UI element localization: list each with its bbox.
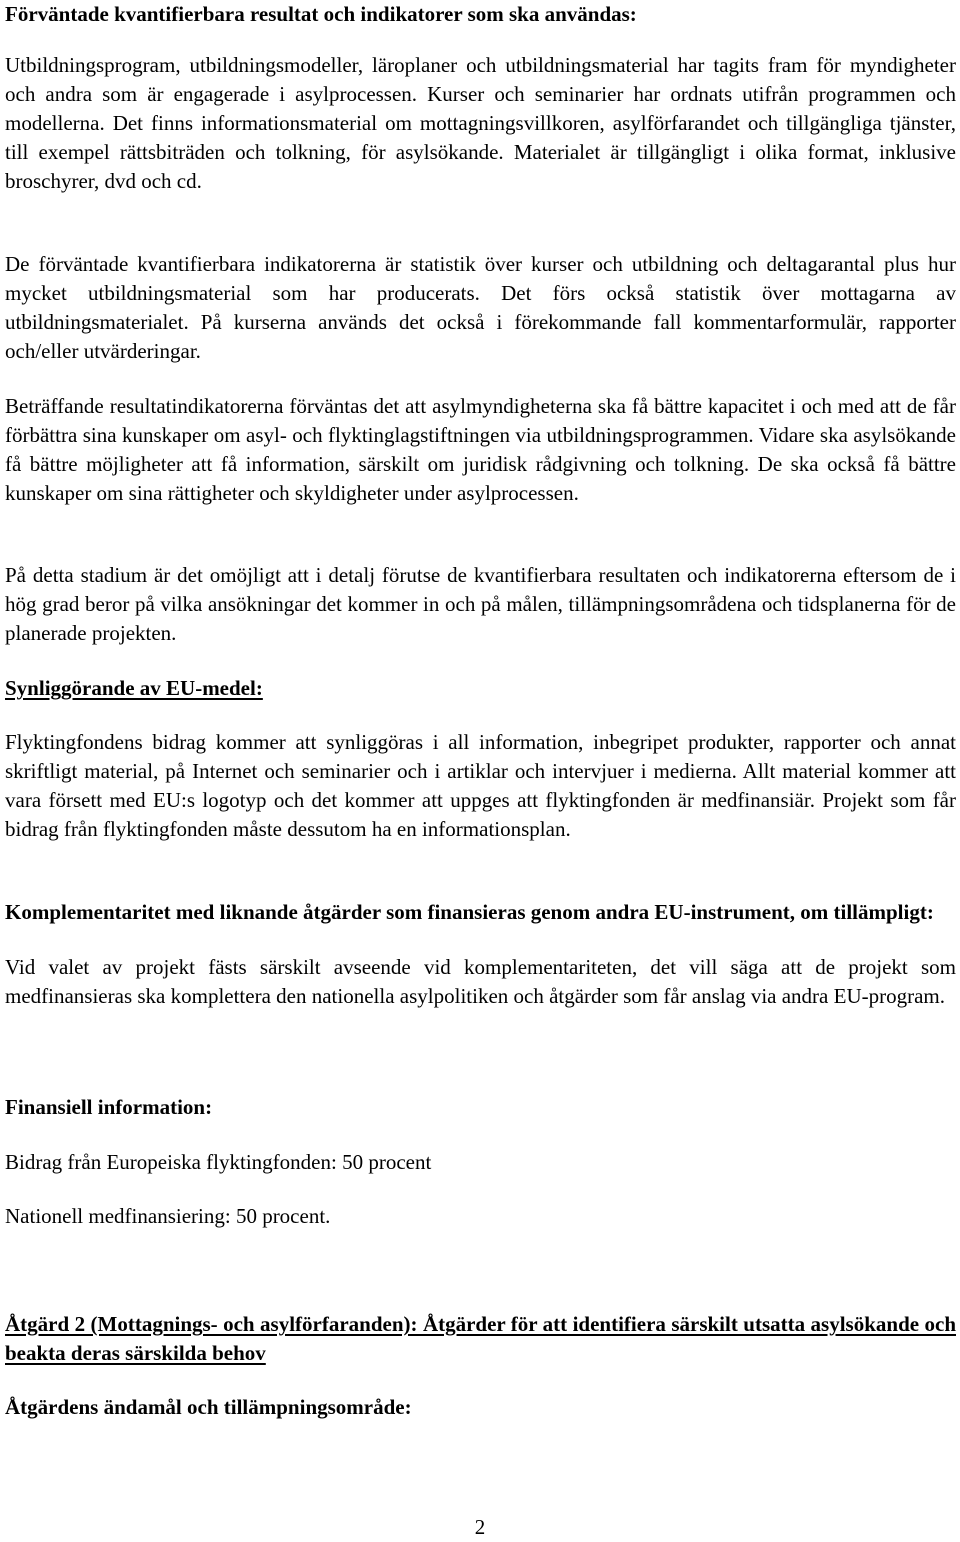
paragraph-eu-visibility: Flyktingfondens bidrag kommer att synliggöras i all information, inbegripet produkter, rapporter och annat skriftligt material, på Internet och seminarier och i artiklar och intervjuer i medierna. Allt material kommer att vara försett med EU:s logotyp och det kommer att uppges att flyktingfonden är medfinansiär. Projekt som får bidrag från flyktingfonden måste dessutom ha en informationsplan. (5, 730, 956, 841)
paragraph-quantifiable-indicators: De förväntade kvantifierbara indikatorerna är statistik över kurser och utbildning och deltagarantal plus hur mycket utbildningsmaterial som har producerats. Det förs också statistik över mottagarna av utbildningsmaterialet. På kurserna används det också i förekommande fall kommentarformulär, rapporter och/eller utvärderingar. (5, 252, 956, 363)
heading-action-2: Åtgärd 2 (Mottagnings- och asylförfaranden): Åtgärder för att identifiera särskilt utsatta asylsökande och beakta deras särskilda behov (5, 1312, 956, 1365)
paragraph-result-indicators: Beträffande resultatindikatorerna förväntas det att asylmyndigheterna ska få bättre kapacitet i och med att de får förbättra sina kunskaper om asyl- och flyktinglagstiftningen via utbildningsprogrammen. Vidare ska asylsökande få bättre möjligheter att få information, särskilt om juridisk rådgivning och tolkning. De ska också få bättre kunskaper om sina rättigheter och skyldigheter under asylprocessen. (5, 394, 956, 505)
financial-line-refugee-fund: Bidrag från Europeiska flyktingfonden: 50 procent (5, 1150, 432, 1174)
heading-expected-results: Förväntade kvantifierbara resultat och indikatorer som ska användas: (5, 2, 637, 26)
heading-complementarity: Komplementaritet med liknande åtgärder som finansieras genom andra EU-instrument, om tillämpligt: (5, 900, 934, 924)
paragraph-training-programs: Utbildningsprogram, utbildningsmodeller, läroplaner och utbildningsmaterial har tagits fram för myndigheter och andra som är engagerade i asylprocessen. Kurser och seminarier har ordnats utifrån programmen och modellerna. Det finns informationsmaterial om mottagningsvillkoren, asylförfarandet och tillgängliga tjänster, till exempel rättsbiträden och tolkning, för asylsökande. Materialet är tillgängligt i olika format, inklusive broschyrer, dvd och cd. (5, 53, 956, 193)
financial-line-national-cofinancing: Nationell medfinansiering: 50 procent. (5, 1204, 331, 1228)
heading-financial-information: Finansiell information: (5, 1095, 213, 1119)
heading-eu-visibility: Synliggörande av EU-medel: (5, 676, 263, 700)
heading-action-purpose-scope: Åtgärdens ändamål och tillämpningsområde: (5, 1395, 412, 1419)
paragraph-current-stage: På detta stadium är det omöjligt att i detalj förutse de kvantifierbara resultaten och indikatorerna eftersom de i hög grad beror på vilka ansökningar det kommer in och på målen, tillämpningsområdena och tidsplanerna för de planerade projekten. (5, 563, 956, 645)
page-number: 2 (474, 1515, 486, 1539)
paragraph-complementarity: Vid valet av projekt fästs särskilt avseende vid komplementariteten, det vill säga att de projekt som medfinansieras ska komplettera den nationella asylpolitiken och åtgärder som får anslag via andra EU-program. (5, 955, 956, 1008)
